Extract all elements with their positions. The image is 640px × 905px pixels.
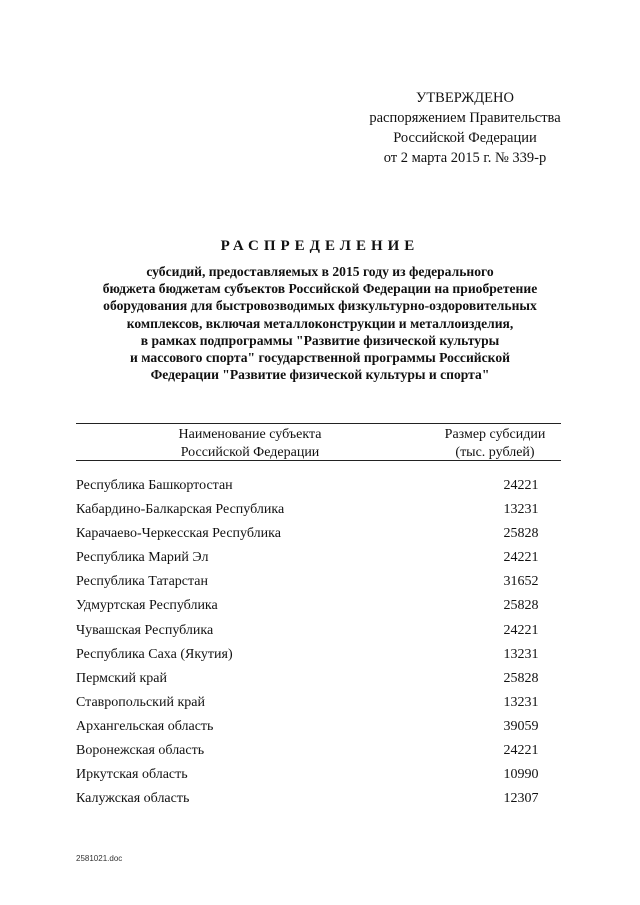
- subsidy-amount: 24221: [503, 478, 539, 493]
- subject-name: Воронежская область: [76, 743, 205, 759]
- table-row: [76, 524, 561, 548]
- approval-line: Российской Федерации: [393, 130, 537, 146]
- approval-title: УТВЕРЖДЕНО: [416, 90, 514, 106]
- table-row: [76, 596, 561, 620]
- header-text: Размер субсидии: [444, 427, 546, 442]
- subsidy-amount: 24221: [503, 622, 539, 638]
- document-subtitle: [40, 263, 600, 383]
- subject-name: Иркутская область: [76, 767, 188, 783]
- subsidy-amount: 25828: [503, 598, 539, 614]
- subject-name: Карачаево-Черкесская Республика: [76, 526, 281, 542]
- subsidy-amount: 10990: [503, 767, 539, 783]
- subsidy-amount: 24221: [503, 550, 539, 566]
- document-heading: РАСПРЕДЕЛЕНИЕ: [220, 238, 420, 254]
- subject-name: Калужская область: [76, 791, 190, 807]
- subtitle-line: комплексов, включая металлоконструкции и металлоизделия,: [126, 315, 514, 331]
- subject-name: Кабардино-Балкарская Республика: [76, 502, 285, 518]
- subject-name: Ставропольский край: [76, 694, 205, 710]
- table-row: [76, 669, 561, 693]
- subsidy-amount: 39059: [503, 718, 539, 734]
- subject-name: Чувашская Республика: [76, 622, 214, 638]
- subject-name: Пермский край: [76, 670, 167, 686]
- subject-name: Республика Саха (Якутия): [76, 646, 233, 662]
- table-row: [76, 765, 561, 789]
- subsidy-amount: 13231: [503, 694, 539, 710]
- table-row: [76, 741, 561, 765]
- table-body: [76, 476, 561, 813]
- header-text: (тыс. рублей): [455, 444, 535, 460]
- table-top-rule: [76, 423, 561, 424]
- table-row: [76, 789, 561, 813]
- column-header-amount: [420, 426, 570, 461]
- approval-block: [330, 88, 600, 168]
- subtitle-line: в рамках подпрограммы "Развитие физической культуры: [140, 332, 500, 348]
- subject-name: Республика Башкортостан: [76, 478, 233, 493]
- table-row: [76, 500, 561, 524]
- subsidy-amount: 13231: [503, 502, 539, 518]
- subsidy-amount: 25828: [503, 670, 539, 686]
- subtitle-line: Федерации "Развитие физической культуры и спорта": [150, 367, 490, 383]
- table-header-rule: [76, 460, 561, 461]
- approval-date: от 2 марта 2015 г. № 339-р: [383, 150, 547, 166]
- subsidy-amount: 31652: [503, 574, 539, 590]
- table-row: [76, 476, 561, 500]
- subtitle-line: субсидий, предоставляемых в 2015 году из федерального: [146, 264, 494, 279]
- subject-name: Республика Татарстан: [76, 574, 209, 590]
- subject-name: Удмуртская Республика: [76, 598, 218, 614]
- subtitle-line: оборудования для быстровозводимых физкультурно-оздоровительных: [103, 298, 537, 314]
- subsidy-amount: 24221: [503, 743, 539, 759]
- column-header-subject: [120, 426, 380, 461]
- approval-line: распоряжением Правительства: [369, 110, 561, 126]
- table-row: [76, 621, 561, 645]
- subsidy-amount: 25828: [503, 526, 539, 542]
- subsidy-amount: 12307: [503, 791, 539, 807]
- subject-name: Республика Марий Эл: [76, 550, 209, 566]
- table-row: [76, 693, 561, 717]
- header-text: Наименование субъекта: [178, 427, 322, 442]
- table-row: [76, 645, 561, 669]
- file-name: 2581021.doc: [76, 854, 123, 863]
- subtitle-line: и массового спорта" государственной программы Российской: [130, 350, 510, 366]
- subtitle-line: бюджета бюджетам субъектов Российской Федерации на приобретение: [102, 281, 538, 297]
- subject-name: Архангельская область: [76, 718, 214, 734]
- subsidy-amount: 13231: [503, 646, 539, 662]
- table-row: [76, 717, 561, 741]
- table-row: [76, 548, 561, 572]
- header-text: Российской Федерации: [180, 444, 320, 460]
- table-row: [76, 572, 561, 596]
